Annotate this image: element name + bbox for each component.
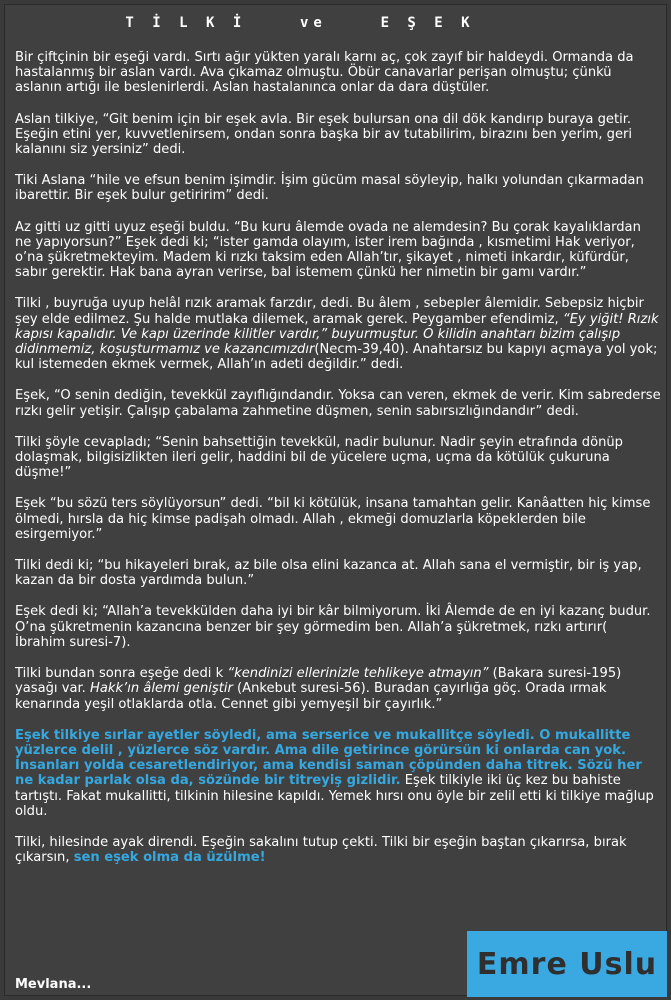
paragraph: Tilki şöyle cevapladı; “Senin bahsettiğin tevekkül, nadir bulunur. Nadir şeyin etrafında dönüp dolaşmak, bilgisizlikten ileri gelir, haddini bil de yücelere uçma, uçma da kötülük çukuruna düşme!” (15, 434, 623, 481)
paragraph (15, 666, 661, 712)
paragraph (15, 296, 661, 372)
story-title: T İ L K İ ve E Ş E K (125, 15, 475, 31)
paragraph (15, 728, 661, 819)
verse-quote: Hakk’ın âlemi geniştir (90, 681, 233, 697)
highlighted-text: sen eşek olma da üzülme! (73, 850, 266, 866)
signature: Mevlana... (15, 977, 92, 992)
logo-text: Emre Uslu (476, 946, 658, 982)
paragraph-text: Tilki , buyruğa uyup helâl rızık aramak farzdır, dedi. Bu âlem , sebepler âlemidir. Sebepsiz hiçbir şey elde edilmez. Şu halde mutlaka dilemek, aramak gerek. Peygamber efendimiz, (15, 296, 644, 327)
paragraph-text: Tilki bundan sonra eşeğe dedi k (15, 666, 228, 682)
author-logo (467, 931, 667, 997)
paragraph: Tilki dedi ki; “bu hikayeleri bırak, az bile olsa elini kazanca at. Allah sana el vermiştir, bir iş yap, kazan da bir dosta yardımda bulun.” (15, 558, 642, 589)
paragraph: Eşek, “O senin dediğin, tevekkül zayıflığındandır. Yoksa can veren, ekmek de verir. Kim sabrederse rızkı gelir yetişir. Çalışıp çabalama zahmetine düşmen, senin sabırsızlığındandır” dedi. (15, 388, 661, 419)
paragraph-text: (Ankebut suresi-56). Buradan çayırlığa göç. Orada ırmak kenarında yeşil otlaklarda otla. Cennet gibi yemyeşil bir çayırlık.” (15, 681, 607, 712)
paragraph-text: Tilki, hilesinde ayak direndi. Eşeğin sakalını tutup çekti. Tilki bir eşeğin baştan çıkarırsa, bırak çıkarsın, (15, 834, 627, 866)
paragraph: Az gitti uz gitti uyuz eşeği buldu. “Bu kuru âlemde ovada ne alemdesin? Bu çorak kayalıklardan ne yapıyorsun?” Eşek dedi ki; “ister gamda olayım, ister irem bağında , kısmetimi Hak veriyor, o’na şükretmekteyim. Madem ki rızkı taksim eden Allah’tır, şikayet , nimeti inkardır, küfürdür, sabır gerektir. Hak bana ayran verirse, bal istemem çünkü her nimetin bir gamı vardır.” (15, 219, 641, 281)
paragraph-text: (Bakara suresi-195) yasağı var. (15, 666, 622, 697)
paragraph (15, 835, 661, 865)
verse-quote: “kendinizi ellerinizle tehlikeye atmayın” (227, 666, 489, 682)
paragraph-text: Eşek tilkiyle iki üç kez bu bahiste tartıştı. Fakat mukallitti, tilkinin hilesine kapıldı. Yemek hırsı onu öyle bir zelil etti ki tilkiye mağlup oldu. (15, 773, 654, 819)
paragraph-text: (Necm-39,40). Anahtarsız bu kapıyı açmaya yol yok; kul istemeden ekmek vermek, Allah’ın adeti değildir.” dedi. (15, 342, 658, 373)
paragraph: Tiki Aslana “hile ve efsun benim işimdir. İşim gücüm masal söyleyip, halkı yolundan çıkarmadan ibarettir. Bir eşek bulur getiririm” dedi. (15, 173, 644, 204)
paragraph: Eşek “bu sözü ters söylüyorsun” dedi. “bil ki kötülük, insana tamahtan gelir. Kanâatten hiç kimse ölmedi, hırsla da hiç kimse padişah olmadı. Allah , ekmeği domuzlarla köpeklerden bile esirgemiyor.” (15, 496, 651, 542)
hadith-quote: “Ey yiğit! Rızık kapısı kapalıdır. Ve kapı üzerinde kilitler vardır,” buyurmuştur. O kilidin anahtarı bizim çalışıp didinmemiz, koşuşturmamız ve kazancımızdır (15, 311, 659, 358)
story-body (15, 50, 661, 881)
highlighted-text: Eşek tilkiye sırlar ayetler söyledi, ama serserice ve mukallitçe söyledi. O mukallitte yüzlerce delil , yüzlerce söz vardır. Ama dile getirince görürsün ki onlarda can yok. İnsanları yolda cesaretlendiriyor, ama kendisi saman çöpünden daha titrek. Sözü her ne kadar parlak olsa da, sözünde bir titreyiş gizlidir. (15, 727, 642, 789)
paragraph: Bir çiftçinin bir eşeği vardı. Sırtı ağır yükten yaralı karnı aç, çok zayıf bir haldeydi. Ormanda da hastalanmış bir aslan vardı. Ava çıkamaz olmuştu. Öbür canavarlar perişan olmuştu; çünkü aslanın artığı ile beslenirlerdi. Aslan hastalanınca onlar da dara düştüler. (15, 50, 634, 96)
paragraph: Aslan tilkiye, “Git benim için bir eşek avla. Bir eşek bulursan ona dil dök kandırıp buraya getir. Eşeğin etini yer, kuvvetlenirsem, ondan sonra başka bir av tutabilirim, birazını ben yerim, geri kalanını siz yersiniz” dedi. (15, 111, 633, 158)
paragraph: Eşek dedi ki; “Allah’a tevekkülden daha iyi bir kâr bilmiyorum. İki Âlemde de en iyi kazanç budur. O’na şükretmenin kazancına benzer bir şey görmedim ben. Allah’a şükretmek, rızkı artırır( İbrahim suresi-7). (15, 604, 651, 650)
